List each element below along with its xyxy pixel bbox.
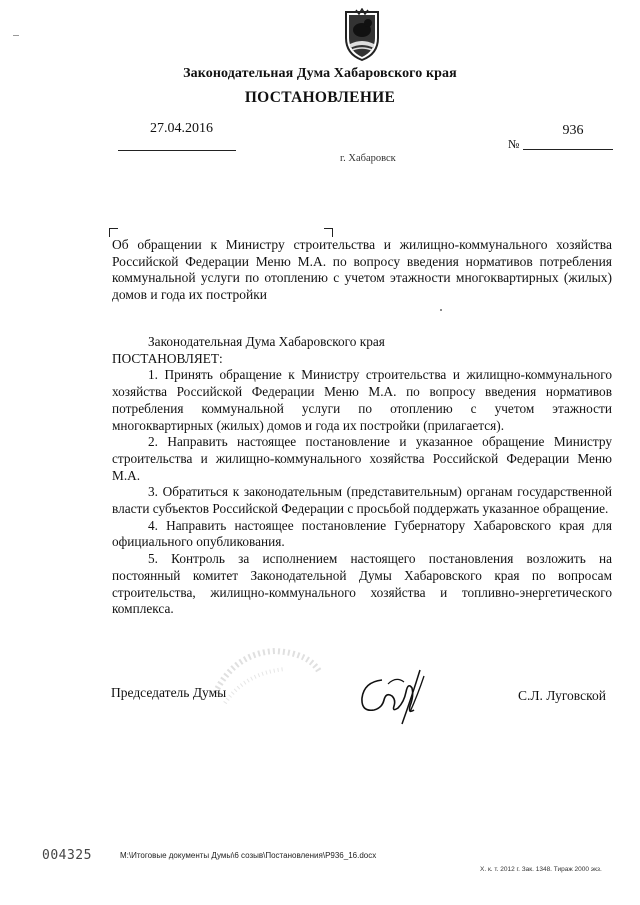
clause-4: 4. Направить настоящее постановление Губернатору Хабаровского края для официального опубликования. xyxy=(112,517,612,550)
clause-1: 1. Принять обращение к Министру строительства и жилищно-коммунального хозяйства Российской Федерации Меню М.А. по вопросу введения нормативов потребления коммунальной услуги по отоплению с учетом этажности многоквартирных (жилых) домов и года их постройки (прилагается). xyxy=(112,367,612,433)
document-date: 27.04.2016 xyxy=(150,121,213,136)
subject-bracket-right xyxy=(324,228,333,237)
subject-bracket-left xyxy=(109,228,118,237)
clause-2: 2. Направить настоящее постановление и указанное обращение Министру строительства и жилищно-коммунального хозяйства Российской Федерации Меню М.А. xyxy=(112,434,612,483)
scan-speck xyxy=(440,309,442,311)
date-underline xyxy=(118,150,236,151)
seal-stamp-impression xyxy=(205,643,325,713)
resolves-heading: ПОСТАНОВЛЯЕТ: xyxy=(112,350,223,366)
document-body xyxy=(112,334,612,618)
preamble: Законодательная Дума Хабаровского края xyxy=(148,334,385,349)
signatory-title: Председатель Думы xyxy=(111,685,227,700)
clause-5: 5. Контроль за исполнением настоящего постановления возложить на постоянный комитет Законодательной Думы Хабаровского края по вопросам строительства, жилищно-коммунального хозяйства и топливно-энергетического комплекса. xyxy=(112,551,612,617)
clause-3: 3. Обратиться к законодательным (представительным) органам государственной власти субъектов Российской Федерации с просьбой поддержать указанное обращение. xyxy=(112,484,612,517)
file-path: M:\Итоговые документы Думы\6 созыв\Постановления\P936_16.docx xyxy=(120,851,377,860)
registration-number: 004325 xyxy=(42,848,92,863)
document-subject: Об обращении к Министру строительства и жилищно-коммунального хозяйства Российской Федерации Меню М.А. по вопросу введения нормативов потребления коммунальной услуги по отоплению с учетом этажности многоквартирных (жилых) домов и года их постройки xyxy=(112,237,612,302)
organization-title: Законодательная Дума Хабаровского края xyxy=(183,66,457,81)
signatory-name: С.Л. Луговской xyxy=(518,688,606,703)
document-number: 936 xyxy=(562,123,584,138)
print-info: Х. к. т. 2012 г. Зак. 1348. Тираж 2000 экз. xyxy=(480,866,602,873)
document-kind-title: ПОСТАНОВЛЕНИЕ xyxy=(244,89,396,106)
scan-margin-mark xyxy=(13,35,19,36)
number-underline xyxy=(523,149,613,150)
handwritten-signature xyxy=(352,666,442,726)
coat-of-arms-emblem xyxy=(340,8,384,62)
number-label: № xyxy=(508,137,520,151)
city-label: г. Хабаровск xyxy=(340,153,396,164)
